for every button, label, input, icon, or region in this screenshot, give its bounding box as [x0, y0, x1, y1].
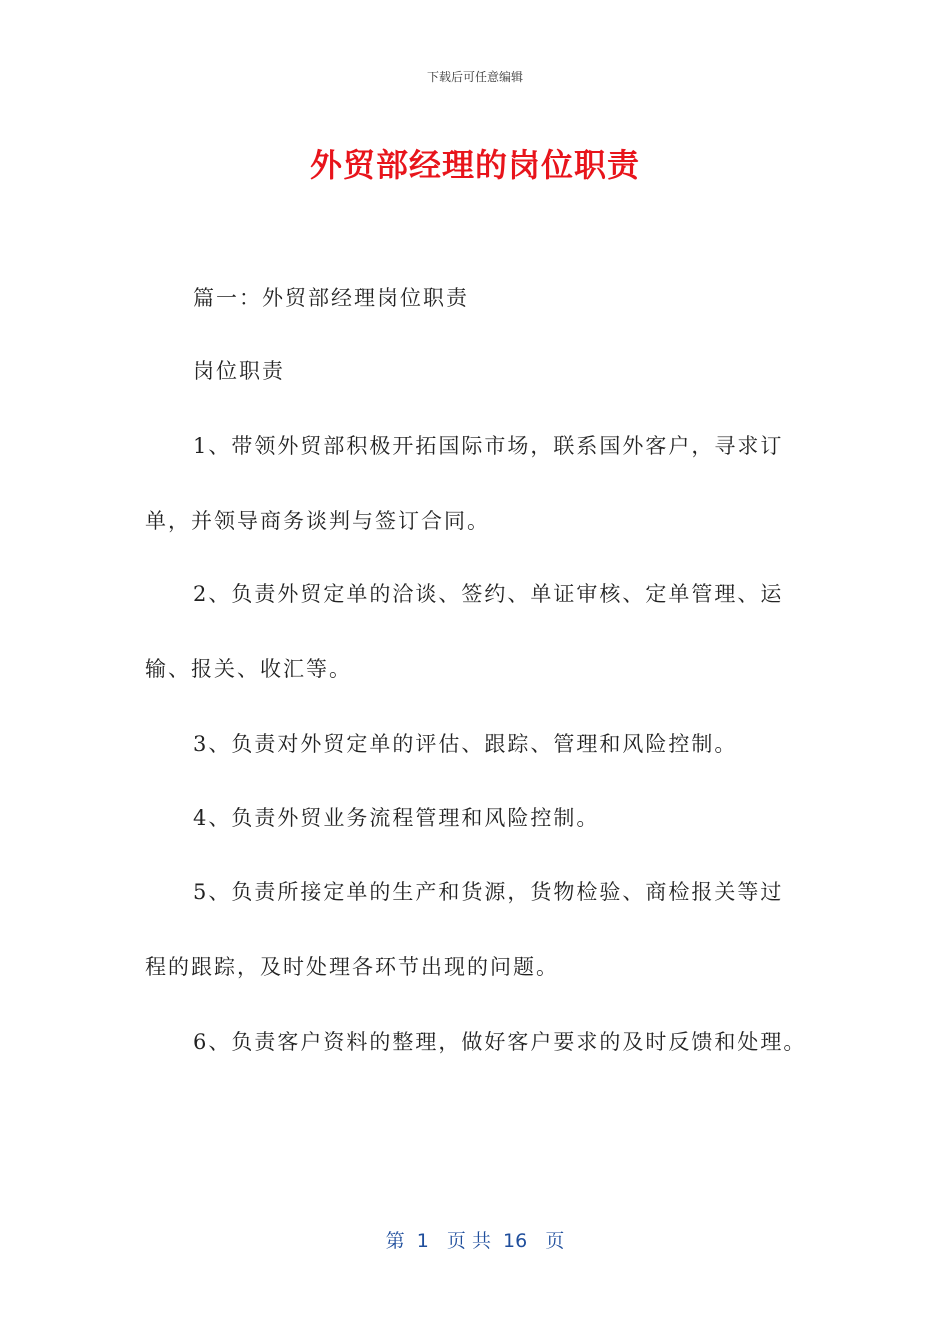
item-5-line-2: 程的跟踪，及时处理各环节出现的问题。 [145, 955, 559, 979]
item-2-line-1: 2、负责外贸定单的洽谈、签约、单证审核、定单管理、运 [193, 582, 784, 606]
subheading: 岗位职责 [193, 359, 285, 383]
document-title: 外贸部经理的岗位职责 [309, 146, 640, 184]
item-6: 6、负责客户资料的整理，做好客户要求的及时反馈和处理。 [193, 1030, 807, 1054]
header-note: 下载后可任意编辑 [426, 70, 523, 84]
item-2-line-2: 输、报关、收汇等。 [145, 657, 352, 681]
page-number: 第 1 页 共 16 页 [385, 1230, 565, 1252]
item-1-line-2: 单，并领导商务谈判与签订合同。 [145, 509, 490, 533]
item-3: 3、负责对外贸定单的评估、跟踪、管理和风险控制。 [193, 732, 738, 756]
section-heading: 篇一：外贸部经理岗位职责 [193, 286, 469, 310]
item-1-line-1: 1、带领外贸部积极开拓国际市场，联系国外客户，寻求订 [193, 434, 784, 458]
item-5-line-1: 5、负责所接定单的生产和货源，货物检验、商检报关等过 [193, 880, 784, 904]
item-4: 4、负责外贸业务流程管理和风险控制。 [193, 806, 600, 830]
